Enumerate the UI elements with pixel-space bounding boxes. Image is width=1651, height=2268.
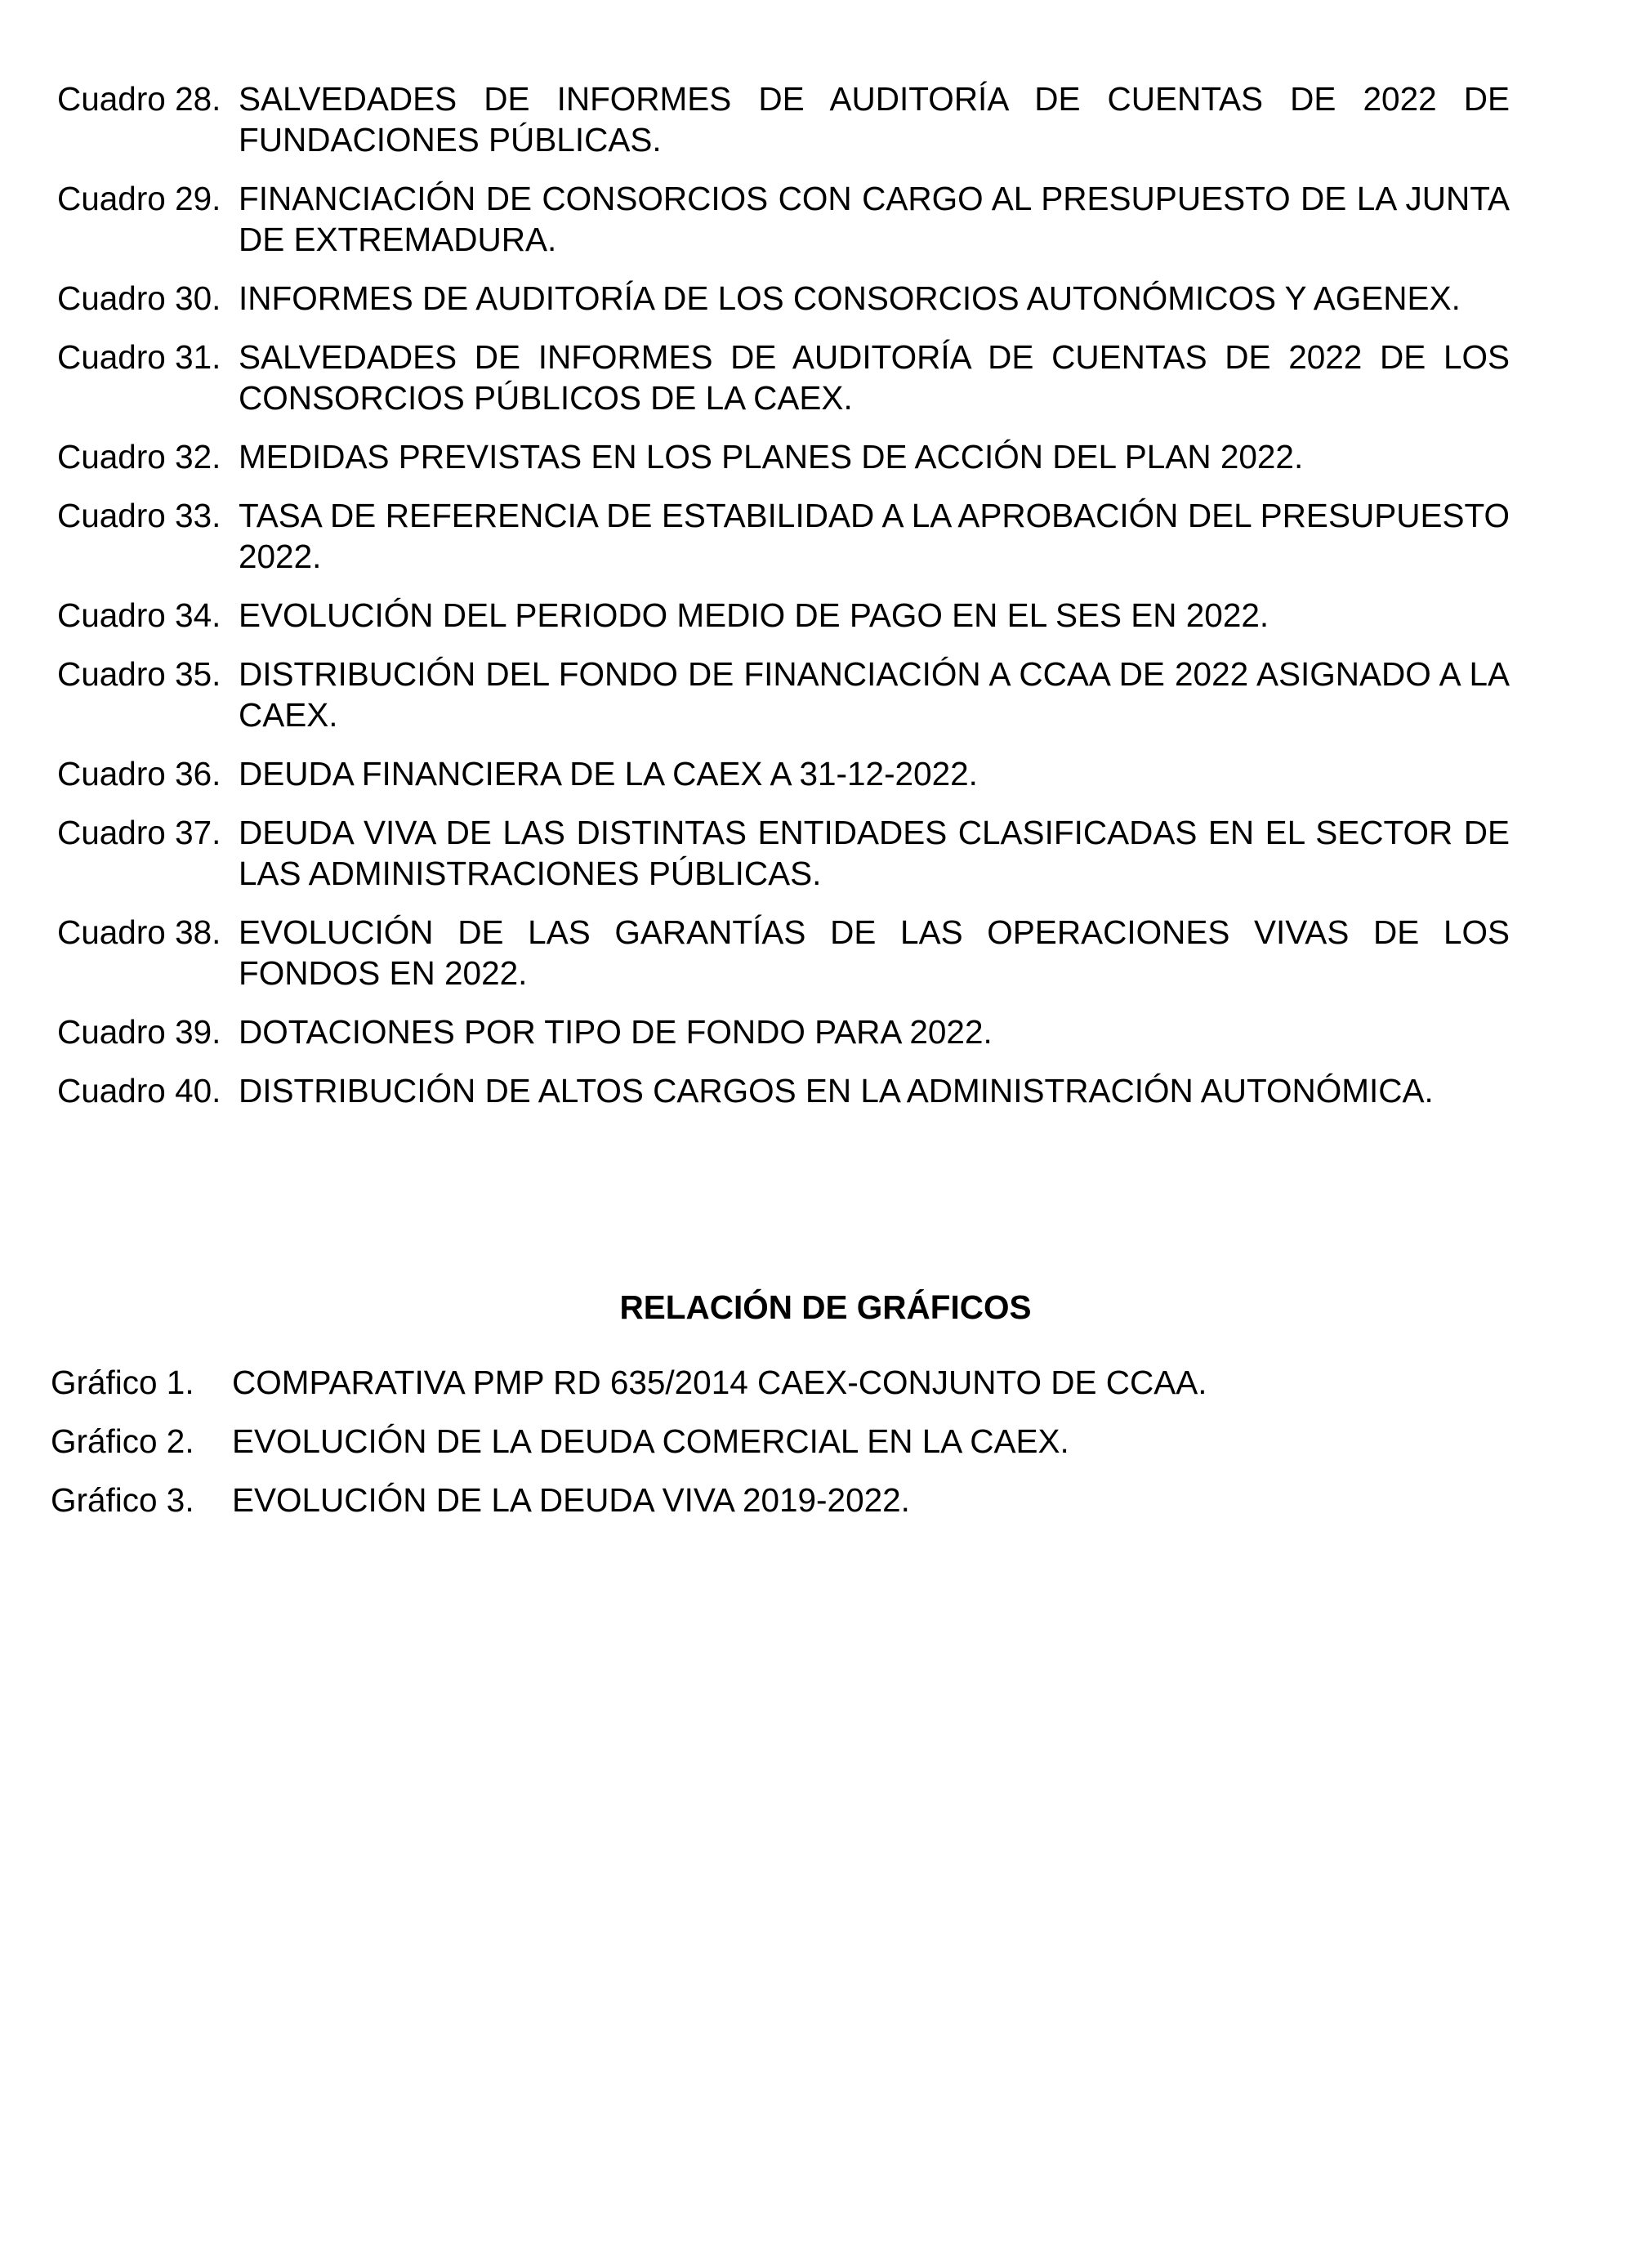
list-item-text: DISTRIBUCIÓN DE ALTOS CARGOS EN LA ADMINISTRACIÓN AUTONÓMICA. bbox=[239, 1072, 1434, 1109]
list-item-text: COMPARATIVA PMP RD 635/2014 CAEX-CONJUNTO DE CCAA. bbox=[232, 1364, 1207, 1401]
list-item-label: Cuadro 32. bbox=[57, 438, 221, 475]
list-item-label: Gráfico 2. bbox=[51, 1422, 194, 1460]
list-item-cuadro-40 bbox=[57, 1070, 1511, 1111]
list-item-text: FINANCIACIÓN DE CONSORCIOS CON CARGO AL PRESUPUESTO DE LA JUNTA DE EXTREMADURA. bbox=[239, 180, 1510, 258]
list-item-cuadro-35 bbox=[57, 654, 1511, 735]
list-item-text: DISTRIBUCIÓN DEL FONDO DE FINANCIACIÓN A CCAA DE 2022 ASIGNADO A LA CAEX. bbox=[239, 655, 1510, 734]
list-item-text: EVOLUCIÓN DE LA DEUDA COMERCIAL EN LA CAEX. bbox=[232, 1422, 1069, 1460]
list-item-text: EVOLUCIÓN DEL PERIODO MEDIO DE PAGO EN EL SES EN 2022. bbox=[239, 596, 1269, 634]
list-item-label: Gráfico 3. bbox=[51, 1481, 194, 1519]
cuadros-list bbox=[57, 78, 1511, 1129]
list-item-text: TASA DE REFERENCIA DE ESTABILIDAD A LA APROBACIÓN DEL PRESUPUESTO 2022. bbox=[239, 497, 1510, 575]
list-item-cuadro-38 bbox=[57, 912, 1511, 993]
list-item-text: DEUDA FINANCIERA DE LA CAEX A 31-12-2022. bbox=[239, 755, 978, 792]
list-item-cuadro-28 bbox=[57, 78, 1511, 160]
list-item-label: Cuadro 36. bbox=[57, 755, 221, 792]
list-item-cuadro-32 bbox=[57, 436, 1511, 477]
list-item-text: SALVEDADES DE INFORMES DE AUDITORÍA DE CUENTAS DE 2022 DE LOS CONSORCIOS PÚBLICOS DE LA CAEX. bbox=[239, 338, 1510, 417]
list-item-label: Cuadro 39. bbox=[57, 1013, 221, 1051]
list-item-cuadro-39 bbox=[57, 1011, 1511, 1052]
graficos-list bbox=[51, 1362, 1513, 1538]
list-item-grafico-3 bbox=[51, 1480, 1513, 1520]
list-item-text: SALVEDADES DE INFORMES DE AUDITORÍA DE CUENTAS DE 2022 DE FUNDACIONES PÚBLICAS. bbox=[239, 80, 1510, 158]
list-item-text: MEDIDAS PREVISTAS EN LOS PLANES DE ACCIÓN DEL PLAN 2022. bbox=[239, 438, 1304, 475]
list-item-cuadro-30 bbox=[57, 278, 1511, 319]
list-item-text: EVOLUCIÓN DE LA DEUDA VIVA 2019-2022. bbox=[232, 1481, 910, 1519]
list-item-label: Cuadro 37. bbox=[57, 814, 221, 851]
list-item-cuadro-34 bbox=[57, 595, 1511, 636]
list-item-text: INFORMES DE AUDITORÍA DE LOS CONSORCIOS AUTONÓMICOS Y AGENEX. bbox=[239, 279, 1461, 317]
list-item-label: Cuadro 29. bbox=[57, 180, 221, 217]
list-item-label: Cuadro 40. bbox=[57, 1072, 221, 1109]
list-item-label: Gráfico 1. bbox=[51, 1364, 194, 1401]
list-item-label: Cuadro 34. bbox=[57, 596, 221, 634]
list-item-label: Cuadro 30. bbox=[57, 279, 221, 317]
list-item-cuadro-37 bbox=[57, 812, 1511, 894]
list-item-text: DOTACIONES POR TIPO DE FONDO PARA 2022. bbox=[239, 1013, 993, 1051]
list-item-cuadro-31 bbox=[57, 337, 1511, 418]
list-item-text: DEUDA VIVA DE LAS DISTINTAS ENTIDADES CLASIFICADAS EN EL SECTOR DE LAS ADMINISTRACIONES PÚBLICAS. bbox=[239, 814, 1510, 892]
list-item-label: Cuadro 38. bbox=[57, 913, 221, 951]
graficos-section-title: RELACIÓN DE GRÁFICOS bbox=[619, 1288, 1032, 1326]
list-item-cuadro-36 bbox=[57, 753, 1511, 794]
list-item-cuadro-33 bbox=[57, 495, 1511, 577]
list-item-grafico-1 bbox=[51, 1362, 1513, 1403]
list-item-label: Cuadro 35. bbox=[57, 655, 221, 693]
list-item-text: EVOLUCIÓN DE LAS GARANTÍAS DE LAS OPERACIONES VIVAS DE LOS FONDOS EN 2022. bbox=[239, 913, 1510, 992]
list-item-label: Cuadro 31. bbox=[57, 338, 221, 376]
list-item-label: Cuadro 28. bbox=[57, 80, 221, 118]
list-item-cuadro-29 bbox=[57, 178, 1511, 260]
list-item-label: Cuadro 33. bbox=[57, 497, 221, 534]
list-item-grafico-2 bbox=[51, 1421, 1513, 1462]
